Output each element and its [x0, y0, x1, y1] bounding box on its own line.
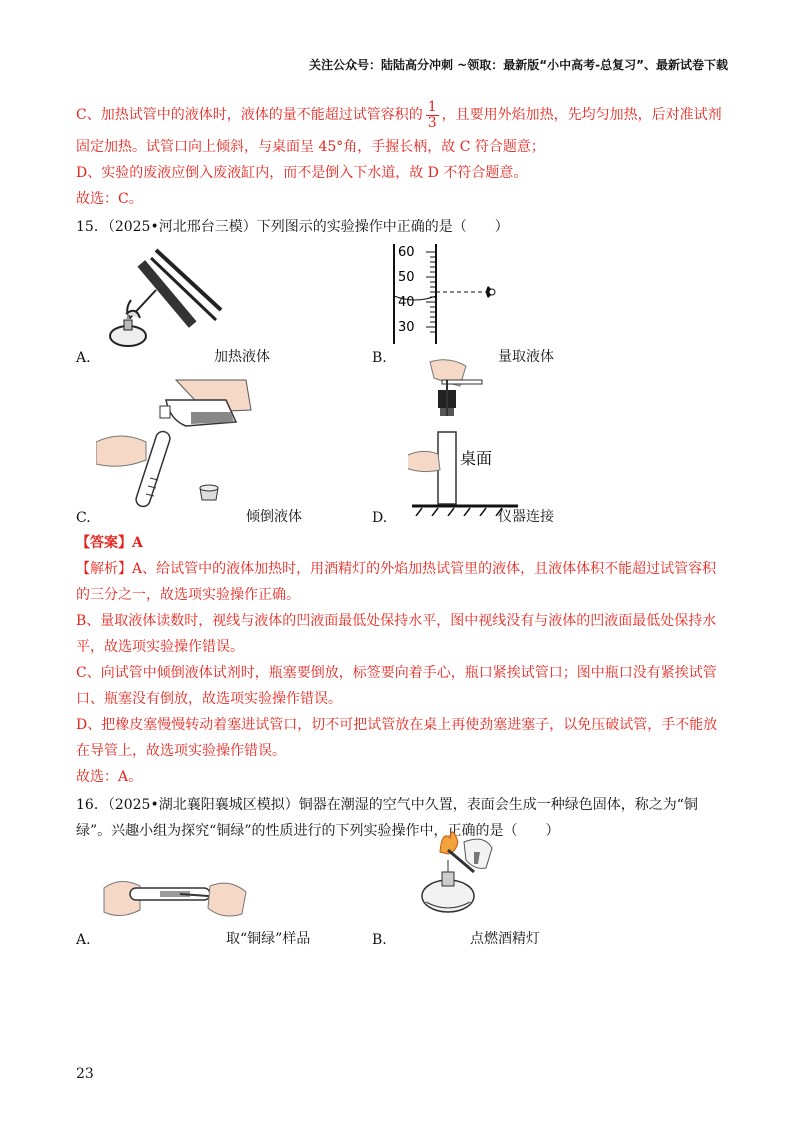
option-caption: 取“铜绿”样品	[226, 931, 311, 947]
fraction-denominator: 3	[427, 114, 437, 131]
option-caption: 加热液体	[214, 349, 270, 365]
q15-analysis-5: C、向试管中倾倒液体试剂时，瓶塞要倒放，标签要向着手心，瓶口紧挨试管口；图中瓶口没有紧挨试管	[76, 665, 717, 681]
prev-option-d: D、实验的废液应倒入废液缸内，而不是倒入下水道，故 D 不符合题意。	[76, 165, 528, 181]
take-sample-illustration	[100, 858, 250, 938]
prev-c-text-1: C、加热试管中的液体时，液体的量不能超过试管容积的	[76, 107, 423, 123]
q15-row-1	[76, 240, 730, 366]
q16-row-1	[76, 852, 730, 952]
instrument-connection-illustration	[408, 356, 538, 516]
q15-row-2	[76, 360, 730, 530]
option-caption: 仪器连接	[498, 509, 554, 525]
q15-analysis-6: 口、瓶塞没有倒放，故选项实验操作错误。	[76, 691, 342, 707]
pouring-liquid-illustration	[96, 360, 266, 515]
option-letter: B.	[372, 932, 387, 948]
option-caption: 量取液体	[498, 349, 554, 365]
option-letter: B.	[372, 350, 387, 366]
q15-option-b	[372, 240, 672, 370]
q15-analysis-8: 在导管上，故选项实验操作错误。	[76, 743, 286, 759]
q15-analysis-2: 的三分之一，故选项实验操作正确。	[76, 587, 300, 603]
prev-c-text-2: ，且要用外焰加热，先均匀加热，后对准试剂	[441, 107, 722, 123]
q15-option-a	[76, 240, 376, 370]
q16-option-b	[372, 852, 672, 952]
question-15-stem: 15．（2025•河北邢台三模）下列图示的实验操作中正确的是（ ）	[76, 219, 509, 235]
fraction-numerator: 1	[427, 98, 437, 115]
light-alcohol-lamp-illustration	[408, 824, 518, 924]
q15-analysis-3: B、量取液体读数时，视线与液体的凹液面最低处保持水平，图中视线没有与液体的凹液面最低处保持水	[76, 613, 717, 629]
fraction	[426, 100, 439, 131]
prev-option-c	[76, 96, 730, 134]
q15-analysis-1: 【解析】A、给试管中的液体加热时，用酒精灯的外焰加热试管里的液体，且液体体积不能超过试管容积	[76, 561, 717, 577]
question-16-stem-1: 16．（2025•湖北襄阳襄城区模拟）铜器在潮湿的空气中久置，表面会生成一种绿色固体，称之为“铜	[76, 797, 698, 813]
option-caption: 倾倒液体	[246, 509, 302, 525]
desk-label: 桌面	[460, 449, 493, 468]
option-letter: D.	[372, 510, 388, 526]
graduated-cylinder-illustration	[392, 234, 512, 346]
tick-label: 40	[398, 295, 415, 310]
q15-option-d	[372, 360, 672, 530]
page-number: 23	[76, 1066, 94, 1082]
option-letter: C.	[76, 510, 91, 526]
q15-analysis-4: 平，故选项实验操作错误。	[76, 639, 244, 655]
option-letter: A.	[76, 932, 91, 948]
tick-label: 60	[398, 245, 415, 260]
option-letter: A.	[76, 350, 91, 366]
q15-analysis-7: D、把橡皮塞慢慢转动着塞进试管口，切不可把试管放在桌上再使劲塞进塞子，以免压破试管，手不能放	[76, 717, 718, 733]
option-caption: 点燃酒精灯	[470, 931, 540, 947]
q15-choice: 故选：A。	[76, 769, 143, 785]
page-header: 关注公众号：陆陆高分冲刺 ~领取：最新版“小中高考-总复习”、最新试卷下载	[309, 58, 728, 72]
prev-option-c-line2: 固定加热。试管口向上倾斜，与桌面呈 45°角，手握长柄，故 C 符合题意；	[76, 139, 545, 155]
heating-liquid-illustration	[96, 240, 256, 352]
q15-answer: 【答案】A	[76, 535, 143, 551]
tick-label: 30	[398, 320, 415, 335]
page-content	[76, 96, 730, 952]
question-16-stem-2: 绿”。兴趣小组为探究“铜绿”的性质进行的下列实验操作中，正确的是（ ）	[76, 823, 560, 839]
q16-option-a	[76, 852, 376, 952]
tick-label: 50	[398, 270, 415, 285]
q15-option-c	[76, 360, 376, 530]
prev-choice: 故选：C。	[76, 191, 143, 207]
